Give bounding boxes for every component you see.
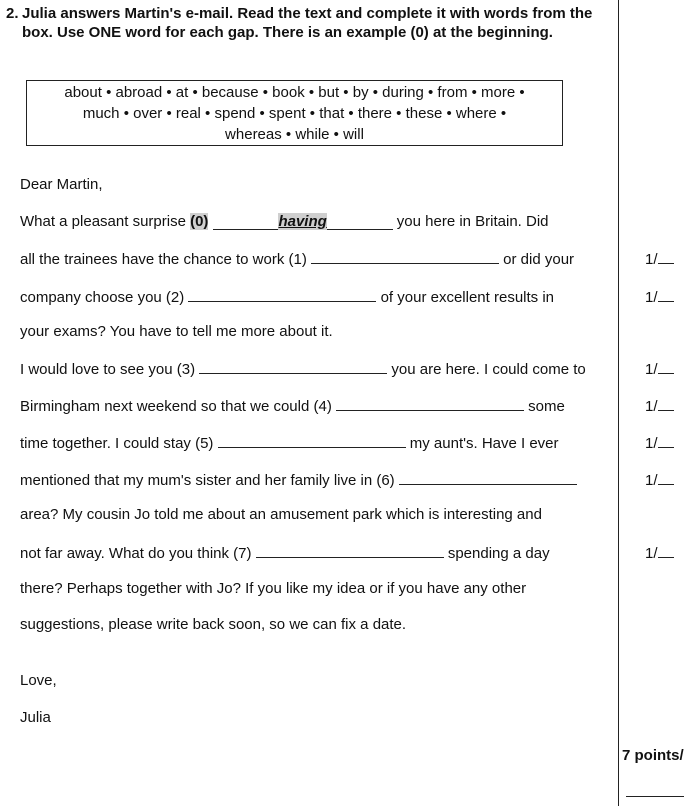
word-box-line-3: whereas • while • will <box>225 126 364 143</box>
total-points: 7 points/ <box>622 747 684 764</box>
score-gap-5: 1/ <box>645 433 674 452</box>
letter-signature: Julia <box>20 709 51 726</box>
letter-line-2: all the trainees have the chance to work (1) or did your <box>20 251 575 268</box>
word-box-line-2: much • over • real • spend • spent • that • there • these • where • <box>82 105 507 122</box>
letter-line-11: there? Perhaps together with Jo? If you like my idea or if you have any other <box>20 580 527 597</box>
score-gap-7: 1/ <box>645 543 674 562</box>
letter-line-6: Birmingham next weekend so that we could (4) some <box>20 398 565 415</box>
letter-line-5: I would love to see you (3) you are here. I could come to <box>20 361 586 378</box>
letter-line-3: company choose you (2) of your excellent results in <box>20 289 555 306</box>
score-gap-6: 1/ <box>645 470 674 489</box>
gap-6[interactable] <box>399 470 577 485</box>
margin-divider <box>618 0 619 806</box>
gap-5[interactable] <box>218 433 406 448</box>
task-instruction <box>6 4 611 42</box>
letter-line-4: your exams? You have to tell me more about it. <box>20 323 333 340</box>
score-gap-4: 1/ <box>645 396 674 415</box>
task-text: Julia answers Martin's e-mail. Read the text and complete it with words from the box. Use ONE word for each gap. There is an example (0) at the beginning. <box>22 5 593 41</box>
letter-line-10: not far away. What do you think (7) spending a day <box>20 545 550 562</box>
gap-4[interactable] <box>336 396 524 411</box>
score-gap-1: 1/ <box>645 249 674 268</box>
letter-line-12: suggestions, please write back soon, so we can fix a date. <box>20 616 407 633</box>
score-gap-2: 1/ <box>645 287 674 306</box>
gap-1[interactable] <box>311 249 499 264</box>
letter-line-7: time together. I could stay (5) my aunt's. Have I ever <box>20 435 559 452</box>
word-box-line-1: about • abroad • at • because • book • but • by • during • from • more • <box>64 84 525 101</box>
word-box <box>26 80 563 146</box>
task-number: 2. <box>6 5 19 22</box>
letter-greeting: Dear Martin, <box>20 176 103 193</box>
letter-line-8: mentioned that my mum's sister and her family live in (6) <box>20 470 577 489</box>
gap-7[interactable] <box>256 543 444 558</box>
example-answer-gap <box>213 213 393 230</box>
letter-closing: Love, <box>20 672 57 689</box>
gap-2[interactable] <box>188 287 376 302</box>
score-gap-3: 1/ <box>645 359 674 378</box>
example-answer: having <box>278 213 327 230</box>
letter-line-9: area? My cousin Jo told me about an amusement park which is interesting and <box>20 506 542 523</box>
letter-line-1: What a pleasant surprise (0) having you here in Britain. Did <box>20 213 549 230</box>
gap-3[interactable] <box>199 359 387 374</box>
example-label: (0) <box>190 213 209 230</box>
total-points-line[interactable] <box>626 796 684 797</box>
